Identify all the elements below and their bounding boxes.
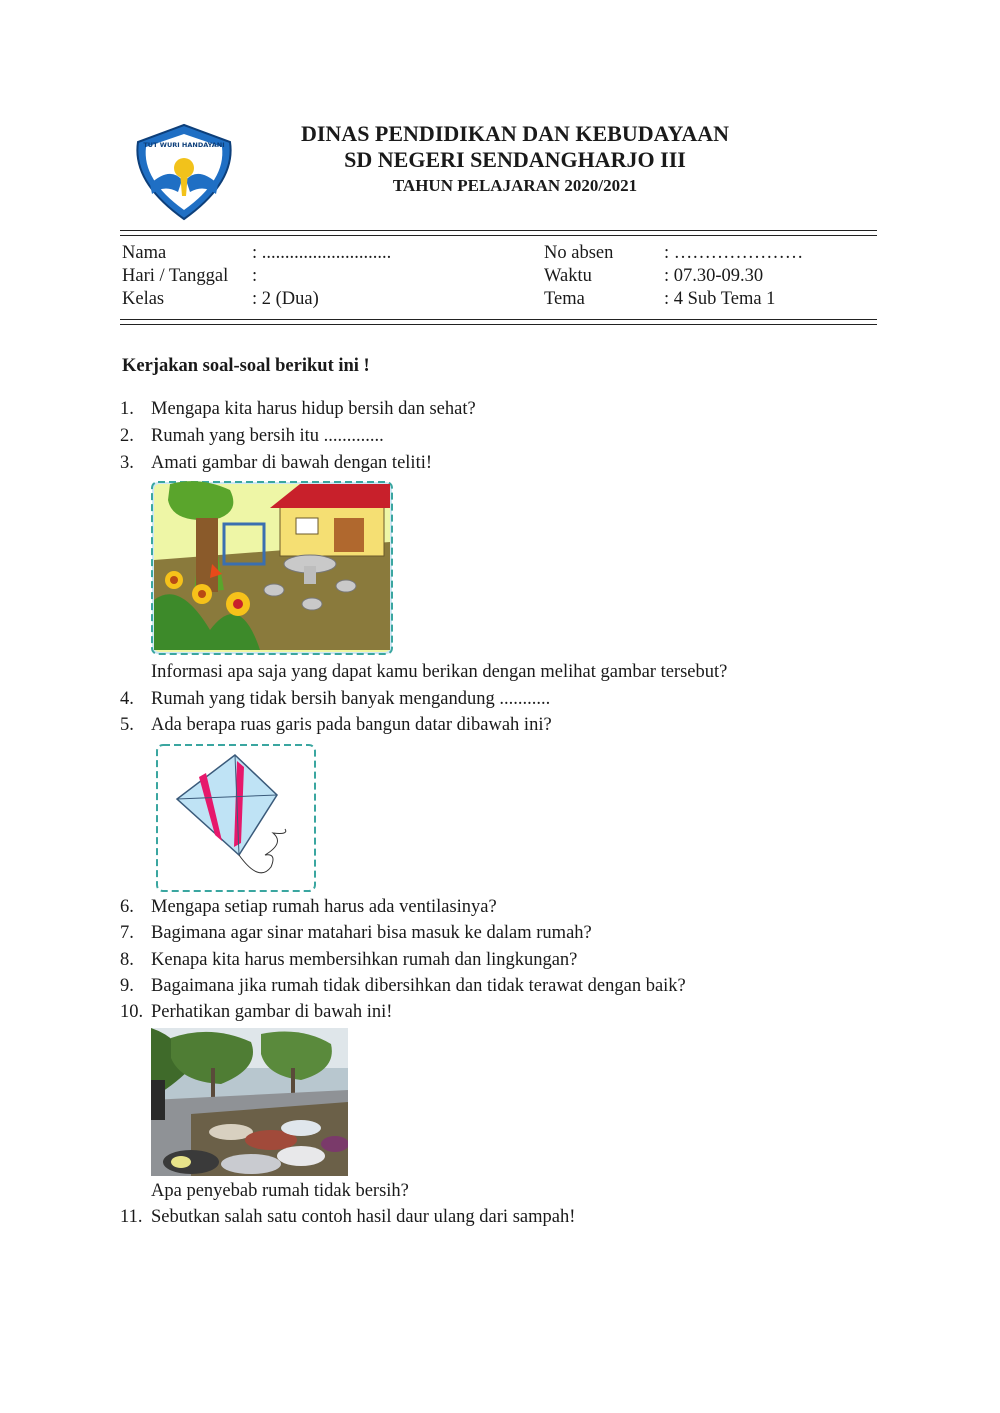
hari-label: Hari / Tanggal: [122, 266, 229, 286]
header-agency: DINAS PENDIDIKAN DAN KEBUDAYAAN: [300, 121, 730, 146]
tut-wuri-handayani-icon: [130, 122, 238, 222]
logo-caption: TUT WURI HANDAYANI: [143, 141, 225, 149]
question-number: 1.: [120, 399, 134, 419]
divider-top-1: [120, 230, 877, 231]
school-logo: [130, 122, 238, 222]
question-number: 7.: [120, 923, 134, 943]
absen-label: No absen: [544, 243, 614, 263]
question-text: Ada berapa ruas garis pada bangun datar dibawah ini?: [151, 715, 552, 735]
question-number: 9.: [120, 976, 134, 996]
house-garden-picture: [150, 480, 394, 656]
divider-top-2: [120, 235, 877, 236]
hari-field[interactable]: :: [252, 266, 258, 286]
question-text: Amati gambar di bawah dengan teliti!: [151, 453, 433, 473]
instruction: Kerjakan soal-soal berikut ini !: [122, 356, 370, 376]
question-text: Rumah yang bersih itu .............: [151, 426, 384, 446]
question-text: Perhatikan gambar di bawah ini!: [151, 1002, 393, 1022]
question-text: Sebutkan salah satu contoh hasil daur ulang dari sampah!: [151, 1207, 576, 1227]
tema-value: : 4 Sub Tema 1: [664, 289, 776, 309]
question-number: 3.: [120, 453, 134, 473]
question-text: Rumah yang tidak bersih banyak mengandung ...........: [151, 689, 551, 709]
question-number: 5.: [120, 715, 134, 735]
waktu-value: : 07.30-09.30: [664, 266, 764, 286]
question-text: Mengapa kita harus hidup bersih dan sehat?: [151, 399, 476, 419]
waktu-label: Waktu: [544, 266, 592, 286]
kelas-value: : 2 (Dua): [252, 289, 319, 309]
nama-label: Nama: [122, 243, 167, 263]
question-text: Kenapa kita harus membersihkan rumah dan lingkungan?: [151, 950, 578, 970]
question-text: Mengapa setiap rumah harus ada ventilasinya?: [151, 897, 497, 917]
tema-label: Tema: [544, 289, 585, 309]
question-number: 8.: [120, 950, 134, 970]
divider-bottom-2: [120, 324, 877, 325]
kelas-label: Kelas: [122, 289, 165, 309]
garbage-roadside-photo: [151, 1028, 348, 1176]
question-number: 6.: [120, 897, 134, 917]
question-text: Informasi apa saja yang dapat kamu berikan dengan melihat gambar tersebut?: [151, 662, 728, 682]
question-number: 2.: [120, 426, 134, 446]
nama-field[interactable]: : ............................: [252, 243, 392, 263]
header-year: TAHUN PELAJARAN 2020/2021: [392, 176, 638, 195]
question-text: Bagimana agar sinar matahari bisa masuk ke dalam rumah?: [151, 923, 592, 943]
header-school: SD NEGERI SENDANGHARJO III: [344, 147, 686, 172]
question-text: Bagaimana jika rumah tidak dibersihkan dan tidak terawat dengan baik?: [151, 976, 686, 996]
question-number: 10.: [120, 1002, 144, 1022]
question-number: 4.: [120, 689, 134, 709]
divider-bottom-1: [120, 319, 877, 320]
question-text: Apa penyebab rumah tidak bersih?: [151, 1181, 409, 1201]
question-number: 11.: [120, 1207, 143, 1227]
absen-field[interactable]: : …………………: [664, 243, 804, 263]
kite-picture: [155, 743, 317, 893]
